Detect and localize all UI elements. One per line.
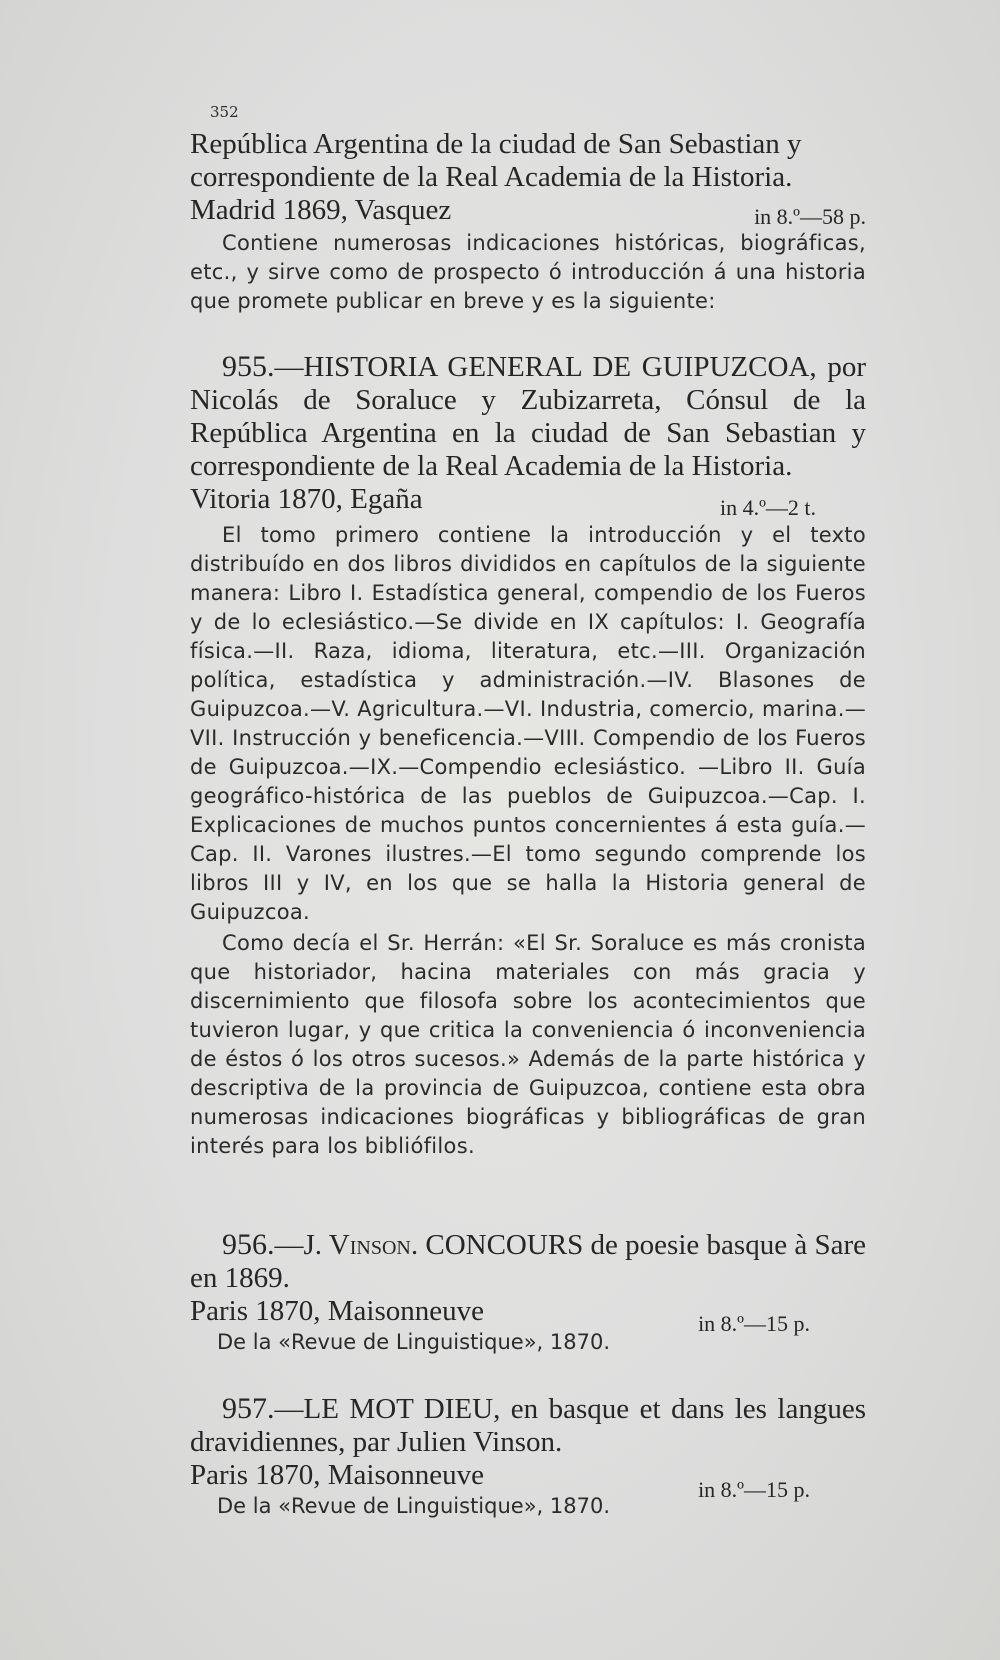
continuation-line: República Argentina de la ciudad de San Sebastian y (190, 128, 802, 160)
entry-heading (190, 1392, 866, 1459)
entry-commentary: Como decía el Sr. Herrán: «El Sr. Soraluce es más cronista que historiador, hacina materiales con más gracia y discernimiento que filosofa sobre los acontecimientos que tuvieron lugar, y que critica la conveniencia ó inconveniencia de éstos ó los otros sucesos.» Además de la parte histórica y descriptiva de la provincia de Guipuzcoa, contiene esta obra numerosas indicaciones biográficas y bibliográficas de gran interés para los bibliófilos. (190, 931, 866, 1158)
imprint (190, 1459, 866, 1502)
imprint-format: in 4.º—2 t. (719, 495, 816, 520)
entry-955 (190, 350, 866, 1161)
entry-title: —HISTORIA GENERAL DE GUIPUZCOA, por Nicolás de Soraluce y Zubizarreta, Cónsul de la República Argentina en la ciudad de San Sebastian y correspondiente de la Real Academia de la Historia. (190, 351, 866, 482)
source-note: De la «Revue de Linguistique», 1870. (217, 1494, 611, 1518)
entry-author: —J. Vinson. (274, 1229, 419, 1261)
imprint-place: Paris 1870, Maisonneuve (190, 1459, 484, 1491)
entry-title: —LE MOT DIEU, en basque et dans les langues dravidiennes, par Julien Vinson. (190, 1393, 866, 1458)
entry-description: El tomo primero contiene la introducción y el texto distribuído en dos libros divididos en capítulos de la siguiente manera: Libro I. Estadística general, compendio de los Fueros y de lo eclesiástico.—Se divide en IX capítulos: I. Geografía física.—II. Raza, idioma, literatura, etc.—III. Organización política, estadística y administración.—IV. Blasones de Guipuzcoa.—V. Agricultura.—VI. Industria, comercio, marina.—VII. Instrucción y beneficencia.—VIII. Compendio de los Fueros de Guipuzcoa.—IX.—Compendio eclesiástico. —Libro II. Guía geográfico-histórica de las pueblos de Guipuzcoa.—Cap. I. Explicaciones de muchos puntos concernientes á esta guía.—Cap. II. Varones ilustres.—El tomo segundo comprende los libros III y IV, en los que se halla la Historia general de Guipuzcoa. (190, 523, 866, 924)
entry-number: 957. (222, 1392, 275, 1425)
entry-heading (190, 350, 866, 483)
imprint (190, 194, 866, 227)
imprint-format: in 8.º—15 p. (698, 1477, 810, 1502)
entry-954-continuation (190, 128, 866, 316)
entry-heading (190, 1228, 866, 1295)
entry-number: 956. (222, 1228, 275, 1261)
entry-number: 955. (222, 350, 275, 383)
imprint-format: in 8.º—58 p. (754, 204, 866, 229)
continuation-line: correspondiente de la Real Academia de la Historia. (190, 161, 793, 193)
imprint (190, 483, 866, 520)
imprint-place: Madrid 1869, Vasquez (190, 194, 452, 226)
entry-956 (190, 1228, 866, 1357)
imprint-place: Paris 1870, Maisonneuve (190, 1295, 484, 1327)
imprint (190, 1295, 866, 1336)
source-note: De la «Revue de Linguistique», 1870. (217, 1330, 611, 1354)
entry-note: Contiene numerosas indicaciones históricas, biográficas, etc., y sirve como de prospecto ó introducción á una historia que promete publicar en breve y es la siguiente: (190, 231, 866, 313)
imprint-place: Vitoria 1870, Egaña (190, 483, 423, 515)
imprint-format: in 8.º—15 p. (698, 1311, 810, 1336)
entry-957 (190, 1392, 866, 1521)
page-number: 352 (210, 103, 239, 121)
entry-title: CONCOURS de poesie basque à Sare en 1869. (190, 1229, 866, 1294)
